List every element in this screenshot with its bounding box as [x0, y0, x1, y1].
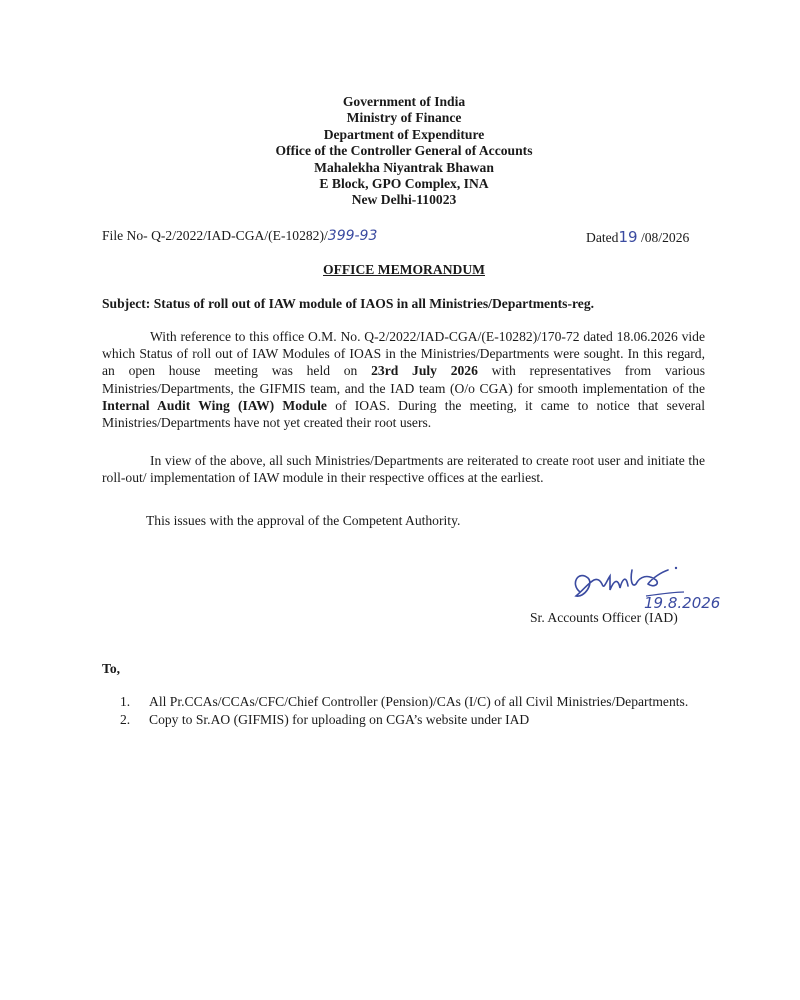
letterhead-line-department: Department of Expenditure — [323, 126, 485, 142]
date-month-year: /08/2026 — [637, 230, 690, 245]
date-handwritten-day: 19 — [618, 228, 638, 246]
signature-date: 19.8.2026 — [644, 594, 721, 610]
signatory-designation: Sr. Accounts Officer (IAD) — [530, 610, 678, 625]
paragraph-reference — [102, 328, 705, 431]
letterhead-line-building: Mahalekha Niyantrak Bhawan — [314, 159, 494, 175]
memo-title: OFFICE MEMORANDUM — [323, 262, 485, 277]
paragraph-reference-text-1: With reference to this office O.M. No. Q-2/2022/IAD-CGA/(E-10282)/170-72 dated 18.06.2026 vide which Status of roll out of IAW Modules of IOAS in the Ministries/Departments were sought. In this regard, an open house meeting was held on — [102, 329, 705, 379]
paragraph-approval: This issues with the approval of the Competent Authority. — [146, 513, 461, 528]
paragraph-reference-text-3: of IOAS. During the meeting, it came to notice that several Ministries/Departments have not yet created their root users. — [102, 397, 705, 431]
recipient-list — [120, 693, 705, 729]
letterhead — [0, 94, 800, 209]
date-label: Dated — [586, 230, 619, 245]
letterhead-line-block: E Block, GPO Complex, INA — [319, 176, 489, 192]
handwritten-signature — [566, 562, 756, 610]
letterhead-line-government: Government of India — [342, 94, 466, 109]
file-number — [102, 228, 377, 244]
date-line — [586, 228, 689, 246]
file-number-handwritten: 399-93 — [327, 228, 378, 244]
letterhead-line-city: New Delhi-110023 — [351, 192, 457, 208]
paragraph-directive-text: In view of the above, all such Ministries/Departments are reiterated to create root user and initiate the roll-out/ implementation of IAW module in their respective offices at the earliest. — [102, 453, 705, 486]
meeting-date: 23rd July 2026 — [371, 363, 478, 379]
recipient-item — [120, 693, 705, 710]
paragraph-reference-text-2: with representatives from various Ministries/Departments, the GIFMIS team, and the IAD team (O/o CGA) for smooth implementation of the — [102, 363, 705, 396]
recipient-number: 2. — [120, 712, 131, 728]
signature-drawing — [566, 562, 756, 610]
letterhead-line-ministry: Ministry of Finance — [346, 110, 462, 126]
recipient-item — [120, 711, 705, 728]
recipient-text: Copy to Sr.AO (GIFMIS) for uploading on CGA’s website under IAD — [149, 712, 530, 728]
module-name: Internal Audit Wing (IAW) Module — [102, 397, 327, 413]
to-label: To, — [102, 661, 121, 676]
recipient-number: 1. — [120, 694, 131, 709]
subject-line: Subject: Status of roll out of IAW module of IAOS in all Ministries/Departments-reg. — [102, 296, 595, 311]
file-number-label: File No- Q-2/2022/IAD-CGA/(E-10282)/ — [102, 228, 328, 243]
paragraph-directive — [102, 452, 705, 486]
recipient-text: All Pr.CCAs/CCAs/CFC/Chief Controller (Pension)/CAs (I/C) of all Civil Ministries/Departments. — [149, 694, 689, 709]
letterhead-line-office: Office of the Controller General of Accounts — [275, 143, 533, 159]
